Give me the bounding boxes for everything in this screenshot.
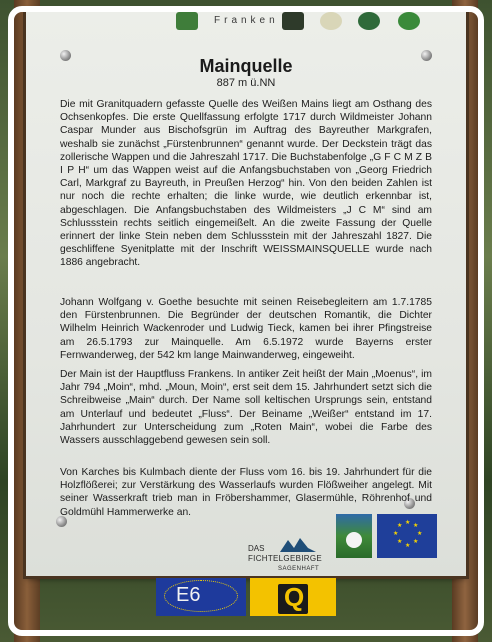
paragraph-rafting: Von Karches bis Kulmbach diente der Fluss vom 16. bis 19. Jahrhundert für die Holzflößerei; zur Verstärkung des Wasserlaufs wurden Flößweiher angelegt. Mit seiner Wasserkraft trieb man in Fröbershammer, Glasermühle, Röhrenhof und Goldmühl Hammerwerke an. xyxy=(60,467,432,518)
eu-star-icon: ★ xyxy=(397,539,403,545)
green-emblem-icon xyxy=(358,12,380,30)
eu-star-icon: ★ xyxy=(397,523,403,529)
q-trail-sign xyxy=(250,578,336,616)
sign-header-strip xyxy=(26,10,466,34)
e6-label: E6 xyxy=(176,584,201,606)
info-sign-board xyxy=(26,10,466,576)
paragraph-history: Die mit Granitquadern gefasste Quelle des Weißen Mains liegt am Osthang des Ochsenkopfes. Die erste Quellfassung erfolgte 1717 durch Wildmeister Johann Caspar Munder aus Bischofsgrün im Auftrag des Bayreuther Markgrafen, weshalb sie zunächst „Fürstenbrunnen“ genannt wurde. Der Deckstein trägt das zollerische Wappen und die Jahreszahl 1717. Die Buchstabenfolge „G F C M Z B I P H“ um das Wappen weist auf die Anfangsbuchstaben von „Georg Friedrich Carl, Markgraf zu Bayreuth, in Preußen Herzog“ hin. Von den beiden Zahlen ist nur noch die rechte erhalten; die linke wurde, wie deutlich erkennbar ist, abgeschlagen. Die Anfangsbuchstaben des Wildmeisters „J C M“ sind am Schlussstein rechts seitlich eingemeißelt. An die zweite Fassung der Quelle erinnert der linke Stein neben dem Schlussstein mit der Jahreszahl 1827. Die geschliffene Syenitplatte mit der Inschrift WEISSMAINSQUELLE wurde nach 1886 angebracht. xyxy=(60,99,432,269)
eu-star-icon: ★ xyxy=(413,539,419,545)
sign-title: Mainquelle xyxy=(199,56,293,76)
eu-star-icon: ★ xyxy=(413,523,419,529)
fichtelgebirge-name: FICHTELGEBIRGE xyxy=(248,554,322,563)
naturpark-logo xyxy=(176,12,198,30)
region-label: Franken xyxy=(214,15,279,26)
fichtelgebirge-das: DAS xyxy=(248,544,265,553)
eu-star-icon: ★ xyxy=(417,531,423,537)
nature-park-logo xyxy=(336,514,372,558)
sign-elevation: 887 m ü.NN xyxy=(216,77,276,89)
coat-of-arms-icon xyxy=(282,12,304,30)
paragraph-name-origin: Der Main ist der Hauptfluss Frankens. In antiker Zeit heißt der Main „Moenus“, im Jahr 794 „Moin“, mhd. „Moun, Moin“, erst seit dem 15. Jahrhundert setzt sich die Schreibweise „Main“ durch. Der Name soll keltischen Ursprungs sein, entstand am Unterlauf und bedeutet „Fluss“. Der Beiname „Weißer“ entstand im 17. Jahrhundert zur Unterscheidung zum „Roten Main“, wobei die Farbe des Wassers ausschlaggebend gewesen sein soll. xyxy=(60,369,432,447)
flower-icon xyxy=(346,532,362,548)
q-label: Q xyxy=(284,582,305,612)
fichtelgebirge-tagline: SAGENHAFT xyxy=(278,566,320,572)
fichtelgebirge-mark-icon xyxy=(278,536,318,552)
eu-star-icon: ★ xyxy=(405,543,411,549)
eu-flag-logo xyxy=(377,514,437,558)
eu-star-icon: ★ xyxy=(405,520,411,526)
round-emblem-icon xyxy=(320,12,342,30)
e6-trail-sign xyxy=(156,578,246,616)
eu-star-icon: ★ xyxy=(393,531,399,537)
paragraph-visitors: Johann Wolfgang v. Goethe besuchte mit seinen Reisebegleitern am 1.7.1785 den Fürstenbrunnen. Die Begründer der deutschen Romantik, die Dichter Wilhelm Heinrich Wackenroder und Ludwig Tieck, kamen bei ihrer Pfingstreise am 26.5.1793 zur Mainquelle. Am 6.5.1972 wurde Bayerns erster Fernwanderweg, der 542 km lange Mainwanderweg, eingeweiht. xyxy=(60,297,432,361)
fichtelgebirge-logo xyxy=(248,536,338,580)
leaf-emblem-icon xyxy=(398,12,420,30)
q-marker xyxy=(278,584,308,614)
